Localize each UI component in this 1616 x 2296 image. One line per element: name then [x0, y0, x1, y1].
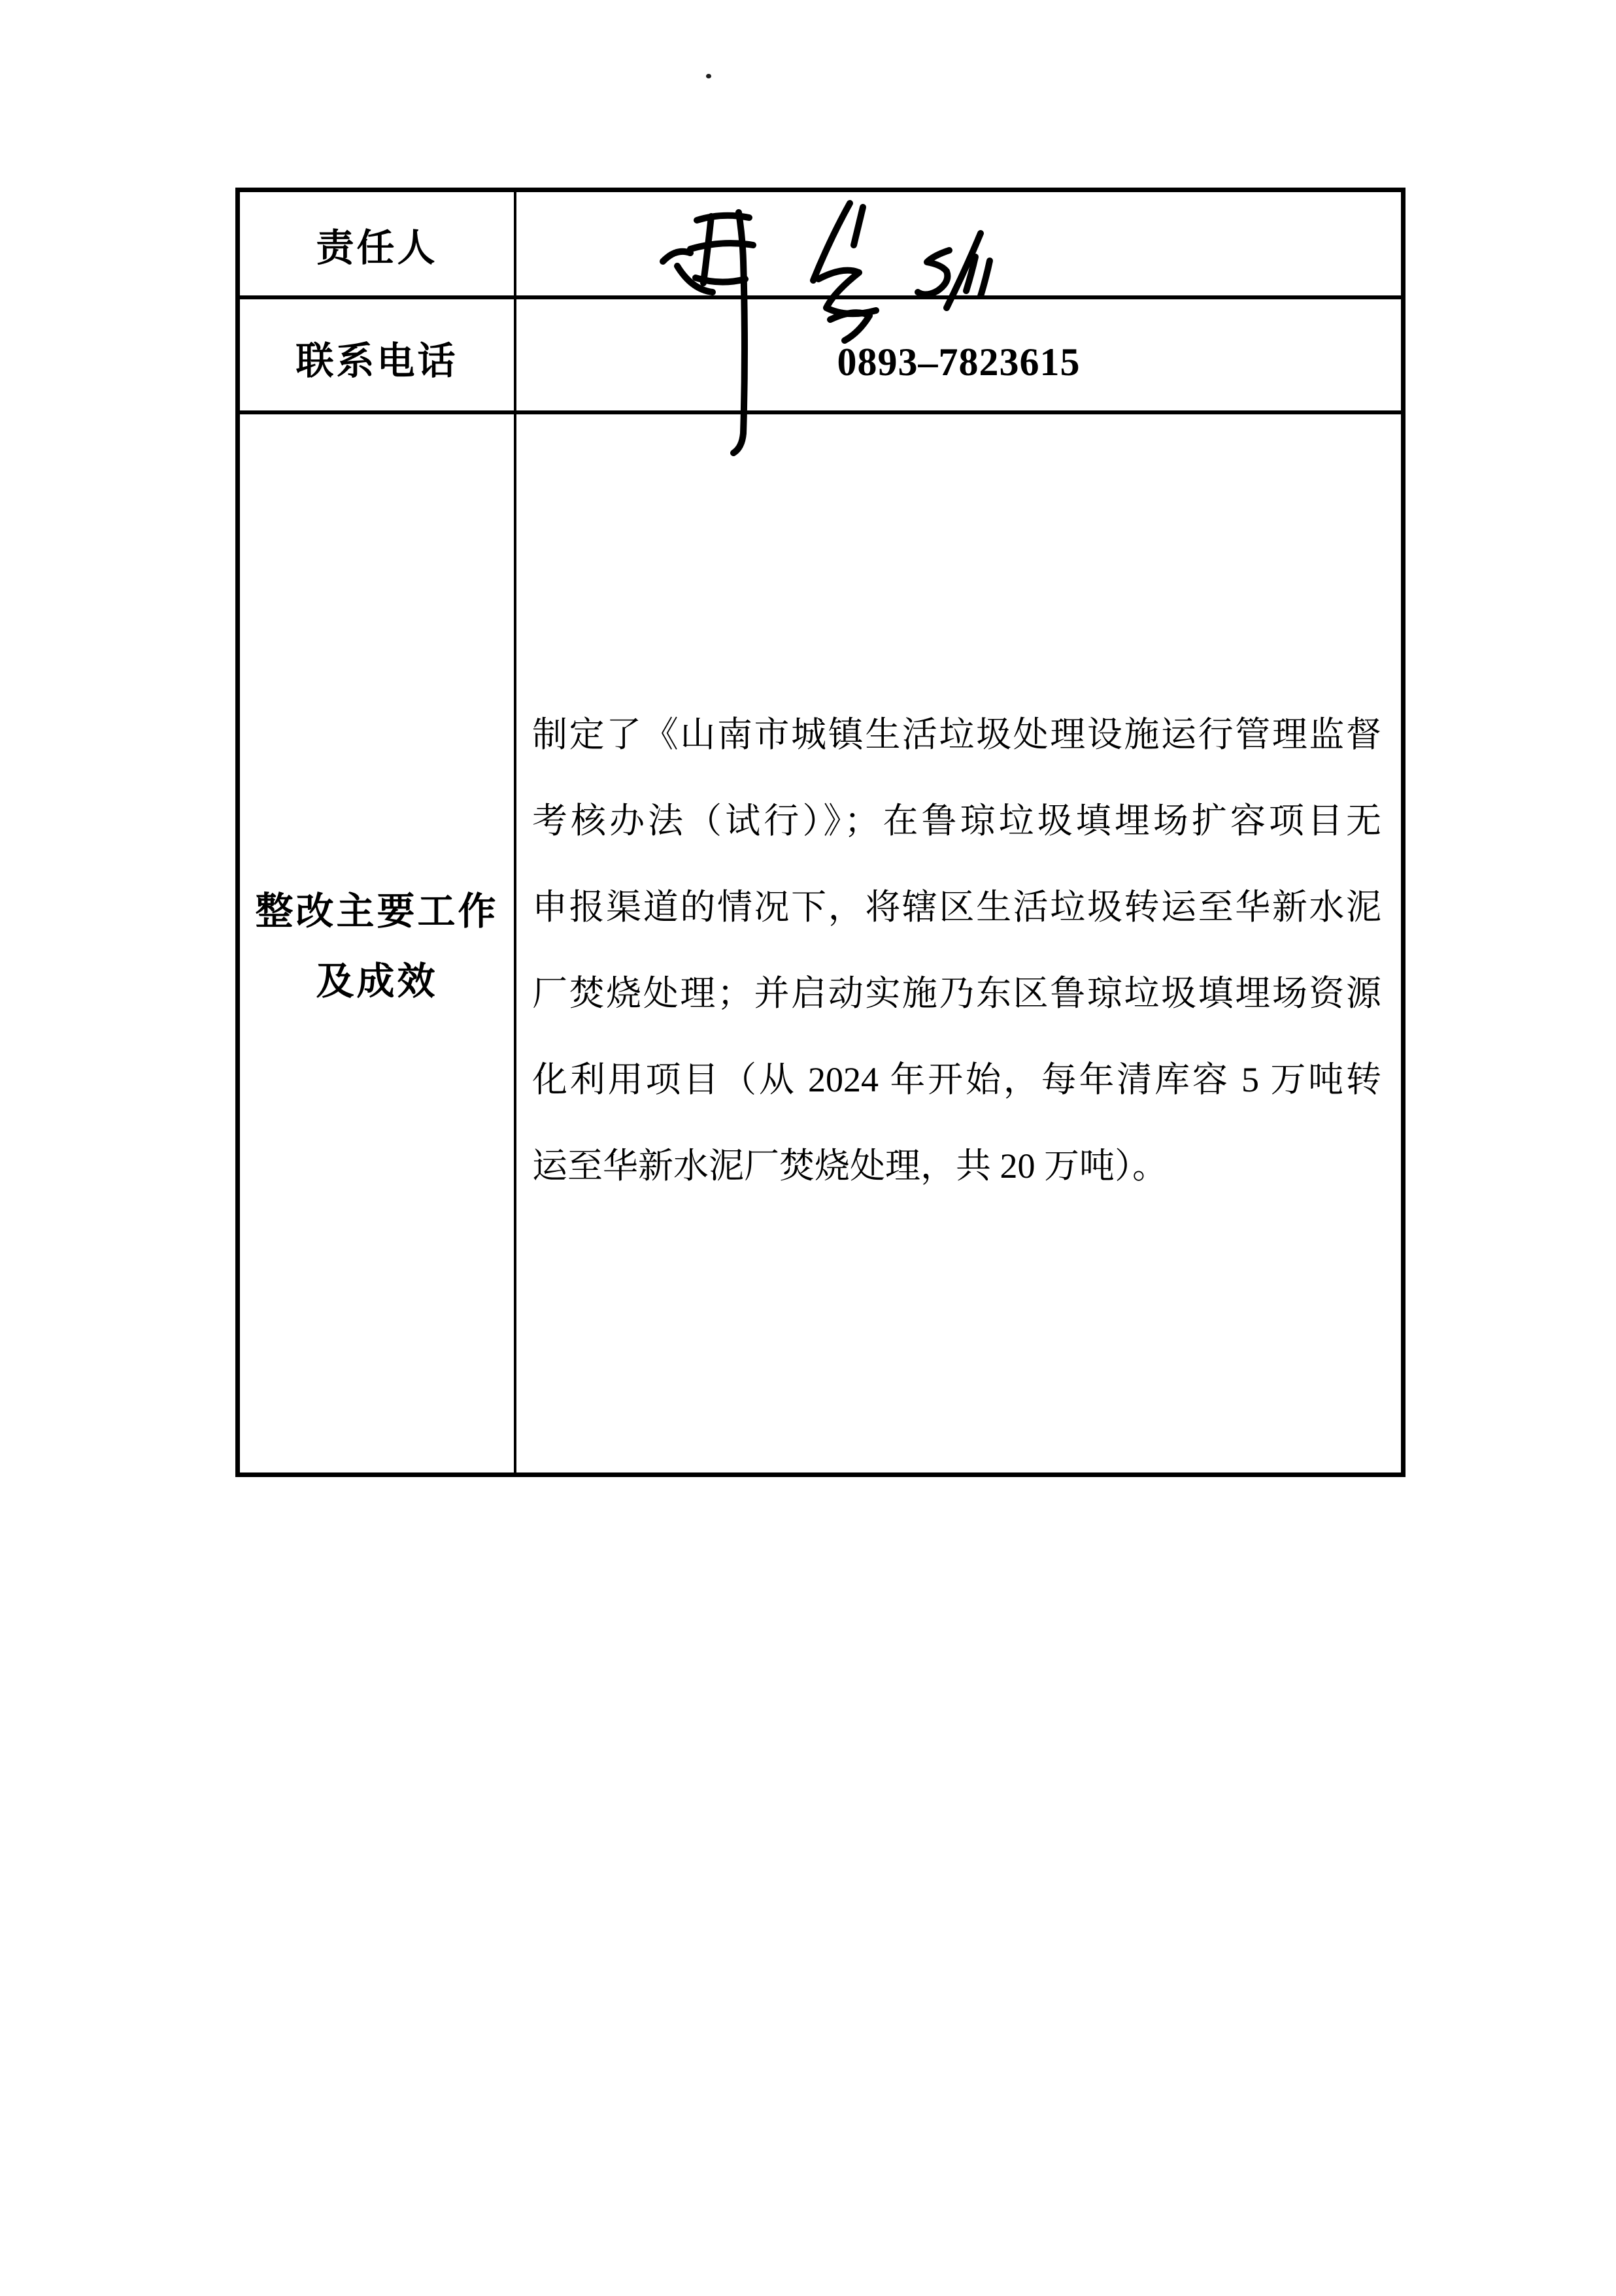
contact-phone-value-cell [516, 299, 1401, 414]
contact-phone-label: 联系电话 [295, 340, 458, 382]
responsible-person-value-cell [516, 192, 1401, 299]
body-text-line-4: 厂焚烧处理；并启动实施乃东区鲁琼垃圾填埋场资源 [532, 974, 1381, 1013]
body-text-line-2: 考核办法（试行）》；在鲁琼垃圾填埋场扩容项目无 [532, 801, 1381, 840]
rectification-report-table [235, 188, 1406, 1477]
rectification-work-label-cell [240, 414, 516, 1472]
rectification-work-label-line1: 整改主要工作 [255, 890, 499, 933]
contact-phone-number: 0893–7823615 [837, 341, 1081, 384]
body-text-line-1: 制定了《山南市城镇生活垃圾处理设施运行管理监督 [532, 715, 1381, 754]
rectification-work-label-line2: 及成效 [316, 959, 438, 1003]
contact-phone-label-cell [240, 299, 516, 414]
scan-artifact-dot [706, 74, 711, 78]
body-text-line-3: 申报渠道的情况下，将辖区生活垃圾转运至华新水泥 [532, 888, 1381, 927]
body-text-line-6: 运至华新水泥厂焚烧处理，共 20 万吨）。 [532, 1146, 1168, 1186]
responsible-person-label: 责任人 [316, 227, 438, 269]
rectification-work-content-cell [516, 414, 1401, 1472]
responsible-person-label-cell [240, 192, 516, 299]
body-text-line-5: 化利用项目（从 2024 年开始，每年清库容 5 万吨转 [532, 1060, 1381, 1099]
